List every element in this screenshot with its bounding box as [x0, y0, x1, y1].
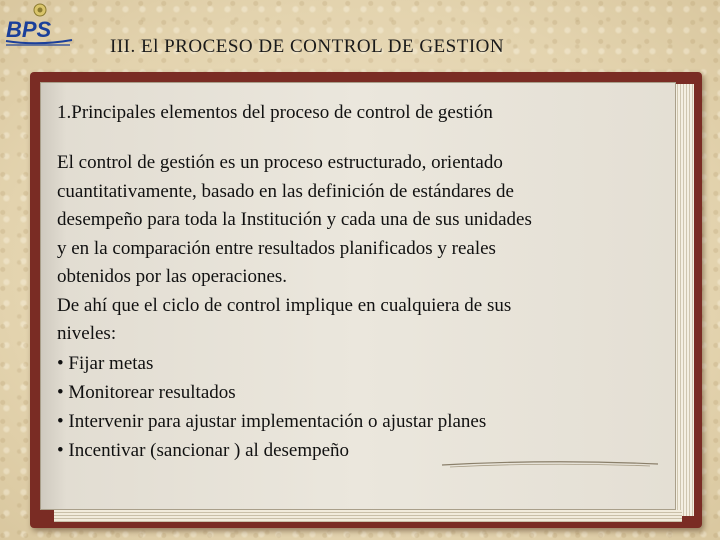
bps-logo — [2, 2, 74, 50]
bullet-list — [57, 349, 667, 465]
decorative-swoosh — [440, 456, 660, 466]
bullet-item: • Incentivar (sancionar ) al desempeño — [57, 439, 350, 461]
logo-text: BPS — [6, 17, 52, 42]
book-page — [40, 82, 676, 510]
bullet-item: • Monitorear resultados — [57, 381, 236, 403]
paragraph-line: obtenidos por las operaciones. — [57, 266, 288, 287]
page-bottom-edges — [54, 510, 682, 522]
paragraph-line: niveles: — [57, 323, 117, 344]
bullet-item: • Fijar metas — [57, 352, 154, 374]
section-heading: 1.Principales elementos del proceso de control de gestión — [57, 102, 493, 123]
body-paragraph — [57, 149, 667, 349]
paragraph-line: De ahí que el ciclo de control implique en cualquiera de sus — [57, 294, 512, 316]
paragraph-line: El control de gestión es un proceso estructurado, orientado — [57, 152, 503, 173]
paragraph-line: desempeño para toda la Institución y cada una de sus unidades — [57, 209, 532, 230]
slide-title: III. El PROCESO DE CONTROL DE GESTION — [110, 36, 505, 57]
paragraph-line: y en la comparación entre resultados planificados y reales — [57, 237, 496, 259]
paragraph-line: cuantitativamente, basado en las definición de estándares de — [57, 180, 514, 202]
bullet-item: • Intervenir para ajustar implementación o ajustar planes — [57, 410, 487, 432]
page-content — [57, 101, 667, 465]
